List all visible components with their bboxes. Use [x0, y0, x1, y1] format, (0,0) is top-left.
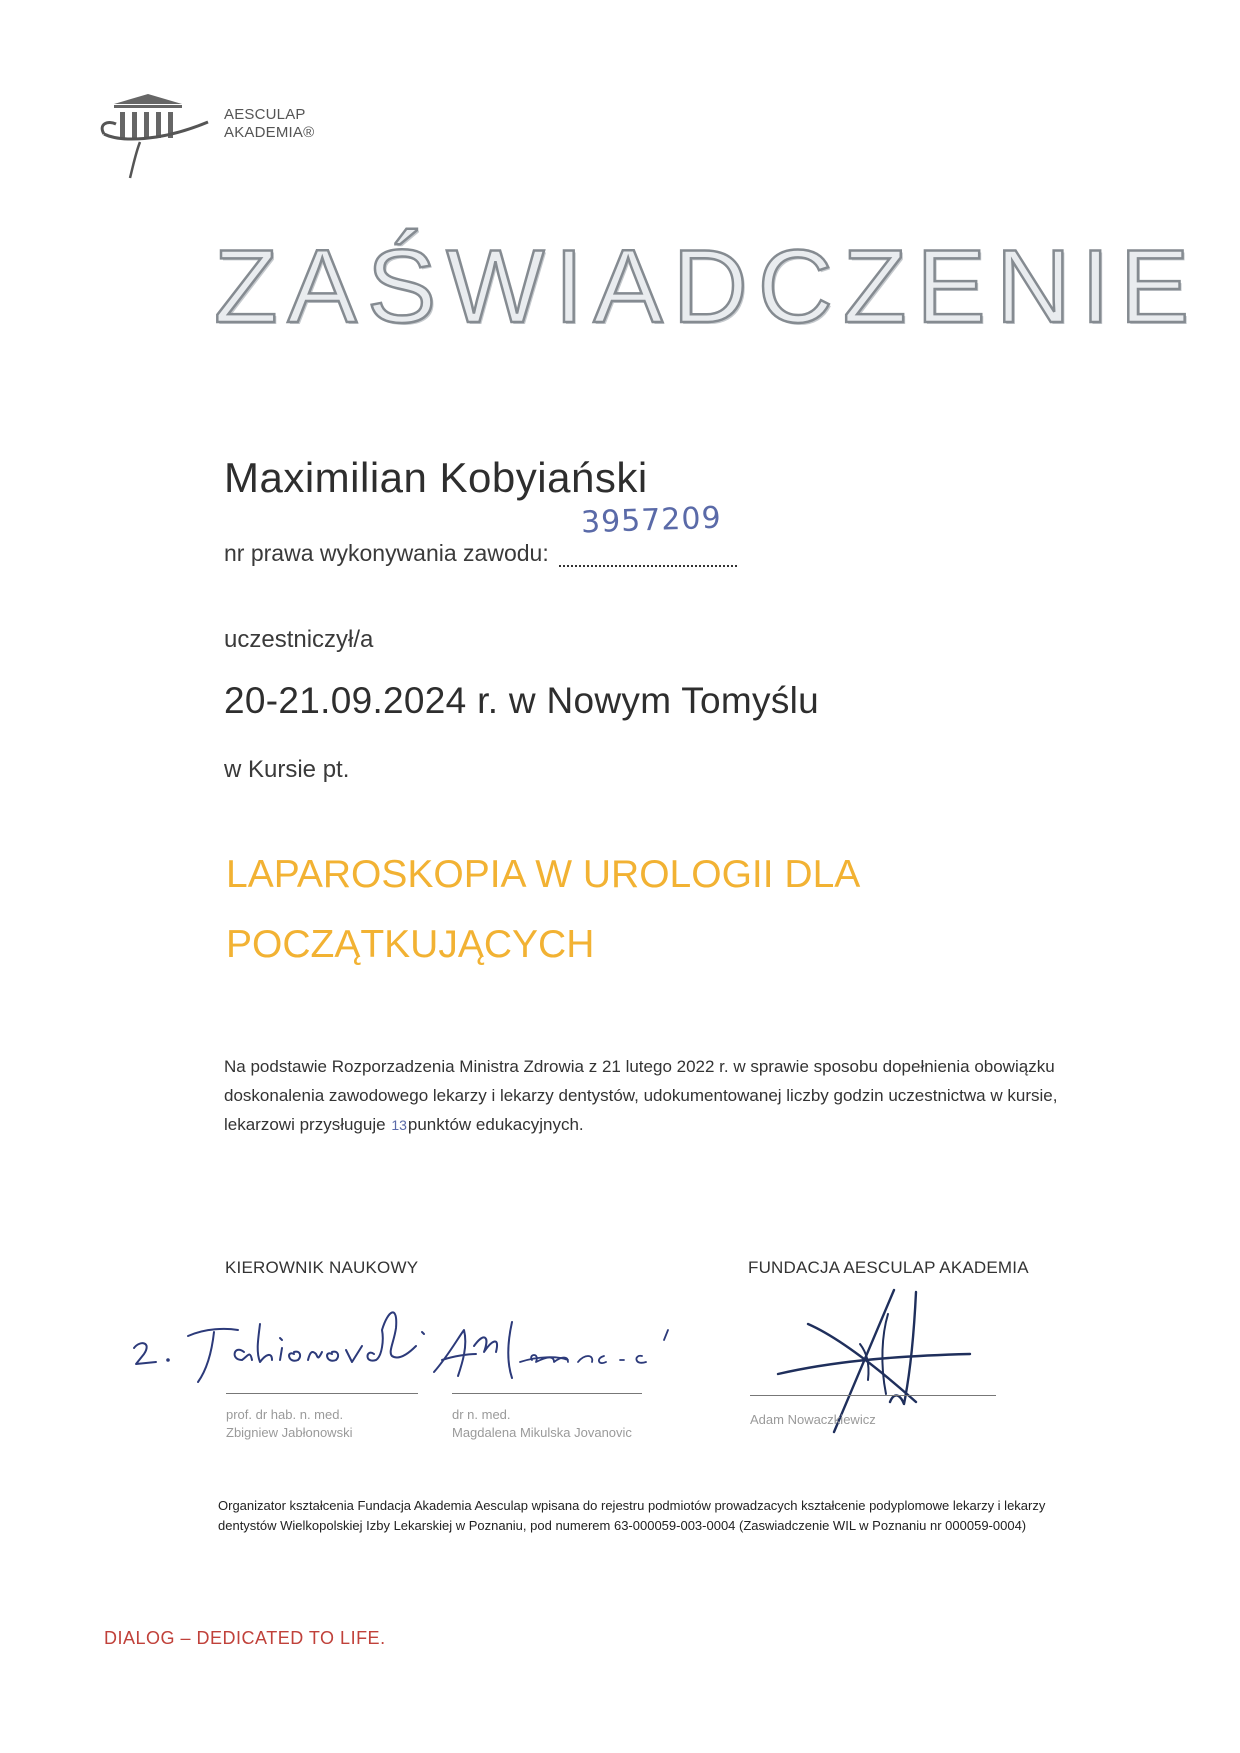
- logo-line-1: AESCULAP: [224, 106, 306, 123]
- signer-1: [226, 1406, 352, 1442]
- course-intro: w Kursie pt.: [224, 756, 350, 783]
- role-foundation: FUNDACJA AESCULAP AKADEMIA: [748, 1258, 1029, 1277]
- organizer-line-2: dentystów Wielkopolskiej Izby Lekarskiej w Poznaniu, pod numerem 63-000059-003-0004 (Zaswiadczenie WIL w Poznaniu nr 000059-0004): [218, 1518, 1027, 1533]
- logo-wordmark: [224, 106, 314, 142]
- signer-1-title: prof. dr hab. n. med.: [226, 1407, 344, 1422]
- organizer-line-1: Organizator kształcenia Fundacja Akademia Aesculap wpisana do rejestru podmiotów prowadzacych kształcenie podyplomowe lekarzy i lekarzy: [218, 1498, 1046, 1513]
- signature-line-2: [452, 1393, 642, 1394]
- signer-1-name: Zbigniew Jabłonowski: [226, 1425, 353, 1440]
- license-row: [224, 500, 737, 567]
- signer-3-name: Adam Nowaczkiewicz: [750, 1412, 876, 1427]
- legal-line-3-suffix: punktów edukacyjnych.: [407, 1115, 584, 1134]
- legal-line-3-prefix: lekarzowi przysługuje: [224, 1115, 386, 1134]
- legal-line-1: Na podstawie Rozporzadzenia Ministra Zdrowia z 21 lutego 2022 r. w sprawie sposobu dopełnienia obowiązku: [224, 1057, 1055, 1076]
- signer-2-name: Magdalena Mikulska Jovanovic: [452, 1425, 632, 1440]
- role-scientific-director: KIEROWNIK NAUKOWY: [225, 1258, 419, 1277]
- signer-3: [750, 1411, 876, 1429]
- participated-text: uczestniczył/a: [224, 626, 374, 653]
- signature-jablonowski: [126, 1290, 436, 1385]
- certificate-title: ZAŚWIADCZENIE: [214, 229, 1200, 345]
- course-title-line-1: LAPAROSKOPIA W UROLOGII DLA: [226, 853, 861, 896]
- signature-mikulska-jovanovic: [428, 1316, 698, 1386]
- legal-paragraph: [224, 1052, 1124, 1140]
- legal-line-3: [224, 1110, 1124, 1140]
- course-title: [226, 840, 966, 980]
- aesculap-logo-icon: [100, 90, 220, 180]
- recipient-name: Maximilian Kobyiański: [224, 454, 648, 501]
- signer-2-title: dr n. med.: [452, 1407, 511, 1422]
- logo-line-2: AKADEMIA®: [224, 124, 315, 141]
- legal-line-2: doskonalenia zawodowego lekarzy i lekarzy dentystów, udokumentowanej liczby godzin uczestnictwa w kursie,: [224, 1086, 1058, 1105]
- license-label: nr prawa wykonywania zawodu:: [224, 540, 549, 566]
- signer-2: [452, 1406, 632, 1442]
- license-field: [559, 500, 737, 567]
- date-place: 20-21.09.2024 r. w Nowym Tomyślu: [224, 680, 820, 721]
- education-points: 13: [391, 1117, 407, 1133]
- course-title-line-2: POCZĄTKUJĄCYCH: [226, 923, 595, 966]
- signature-line-1: [226, 1393, 418, 1394]
- tagline: DIALOG – DEDICATED TO LIFE.: [104, 1628, 386, 1648]
- organizer-note: [218, 1496, 1138, 1536]
- license-number-handwritten: 3957209: [580, 500, 722, 541]
- signature-line-3: [750, 1395, 996, 1396]
